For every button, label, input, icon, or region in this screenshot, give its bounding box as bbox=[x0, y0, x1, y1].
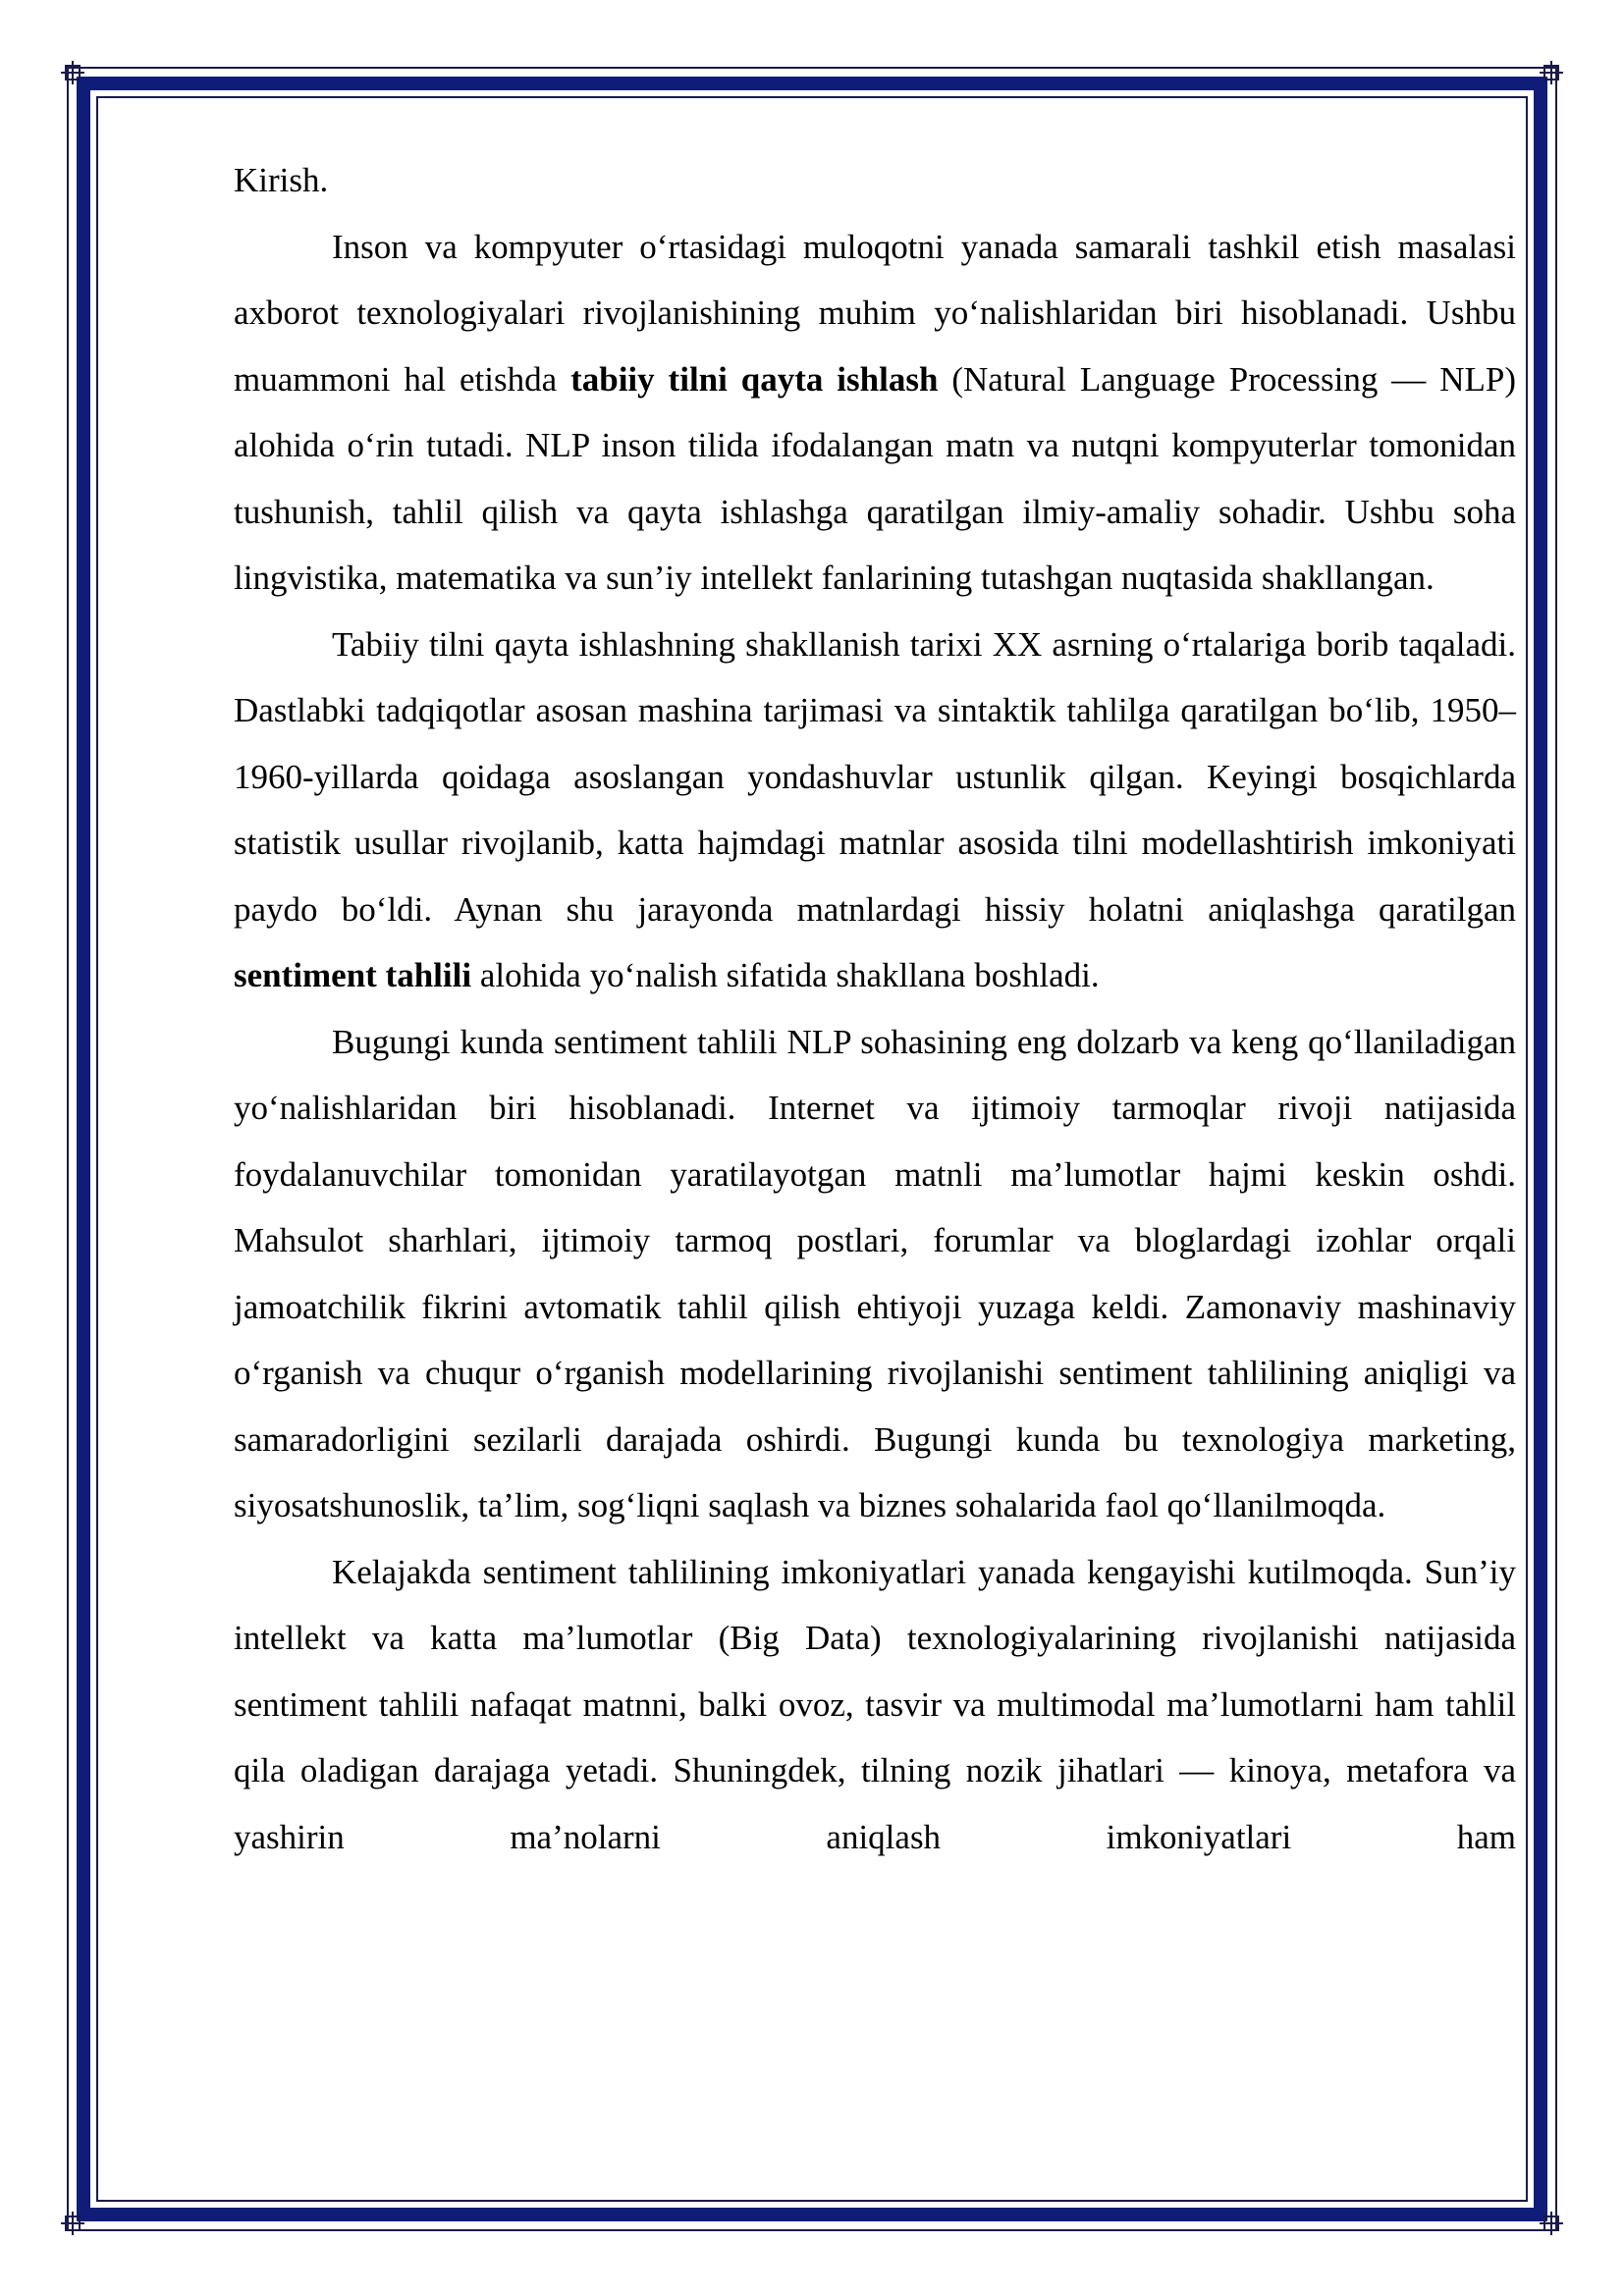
paragraph-bold-term: sentiment tahlili bbox=[234, 956, 472, 994]
paragraph-text: Bugungi kunda sentiment tahlili NLP sohasining eng dolzarb va keng qo‘llaniladigan yo‘nalishlaridan biri hisoblanadi. Internet va ijtimoiy tarmoqlar rivoji natijasida foydalanuvchilar tomonidan yaratilayotgan matnli ma’lumotlar hajmi keskin oshdi. Mahsulot sharhlari, ijtimoiy tarmoq postlari, forumlar va bloglardagi izohlar orqali jamoatchilik fikrini avtomatik tahlil qilish ehtiyoji yuzaga keldi. Zamonaviy mashinaviy o‘rganish va chuqur o‘rganish modellarining rivojlanishi sentiment tahlilining aniqligi va samaradorligini sezilarli darajada oshirdi. Bugungi kunda bu texnologiya marketing, siyosatshunoslik, ta’lim, sog‘liqni saqlash va biznes sohalarida faol qo‘llanilmoqda. bbox=[234, 1022, 1516, 1524]
corner-ornament-top-right bbox=[1540, 61, 1563, 84]
paragraph-1 bbox=[234, 214, 1516, 612]
paragraph-bold-term: tabiiy tilni qayta ishlash bbox=[570, 359, 939, 399]
paragraph-text: Inson va kompyuter o‘rtasidagi muloqotni yanada samarali tashkil etish masalasi axborot texnologiyalari rivojlanishining muhim yo‘nalishlaridan biri hisoblanadi. Ushbu muammoni hal etishda bbox=[234, 227, 1516, 399]
paragraph-text: Tabiiy tilni qayta ishlashning shakllanish tarixi XX asrning o‘rtalariga borib taqaladi. Dastlabki tadqiqotlar asosan mashina tarjimasi va sintaktik tahlilga qaratilgan bo‘lib, 1950–1960-yillarda qoidaga asoslangan yondashuvlar ustunlik qilgan. Keyingi bosqichlarda statistik usullar rivojlanib, katta hajmdagi matnlar asosida tilni modellashtirish imkoniyati paydo bo‘ldi. Aynan shu jarayonda matnlardagi hissiy holatni aniqlashga qaratilgan bbox=[234, 624, 1516, 929]
paragraph-text: Kelajakda sentiment tahlilining imkoniyatlari yanada kengayishi kutilmoqda. Sun’iy intellekt va katta ma’lumotlar (Big Data) texnologiyalarining rivojlanishi natijasida sentiment tahlili nafaqat matnni, balki ovoz, tasvir va multimodal ma’lumotlarni ham tahlil qila oladigan darajaga yetadi. Shuningdek, tilning nozik jihatlari — kinoya, metafora va yashirin ma’nolarni aniqlash imkoniyatlari ham bbox=[234, 1552, 1516, 1856]
corner-ornament-bottom-right bbox=[1540, 2212, 1563, 2235]
paragraph-4 bbox=[234, 1539, 1516, 1871]
paragraph-text: alohida yo‘nalish sifatida shakllana boshladi. bbox=[471, 956, 1100, 994]
paragraph-text: (Natural Language Processing — NLP) alohida o‘rin tutadi. NLP inson tilida ifodalangan matn va nutqni kompyuterlar tomonidan tushunish, tahlil qilish va qayta ishlashga qaratilgan ilmiy-amaliy sohadir. Ushbu soha lingvistika, matematika va sun’iy intellekt fanlarining tutashgan nuqtasida shakllangan. bbox=[234, 359, 1517, 597]
section-heading: Kirish. bbox=[234, 161, 329, 199]
document-body bbox=[234, 147, 1516, 1870]
corner-ornament-top-left bbox=[61, 61, 84, 84]
paragraph-3 bbox=[234, 1009, 1516, 1539]
corner-ornament-bottom-left bbox=[61, 2212, 84, 2235]
paragraph-2 bbox=[234, 612, 1516, 1009]
